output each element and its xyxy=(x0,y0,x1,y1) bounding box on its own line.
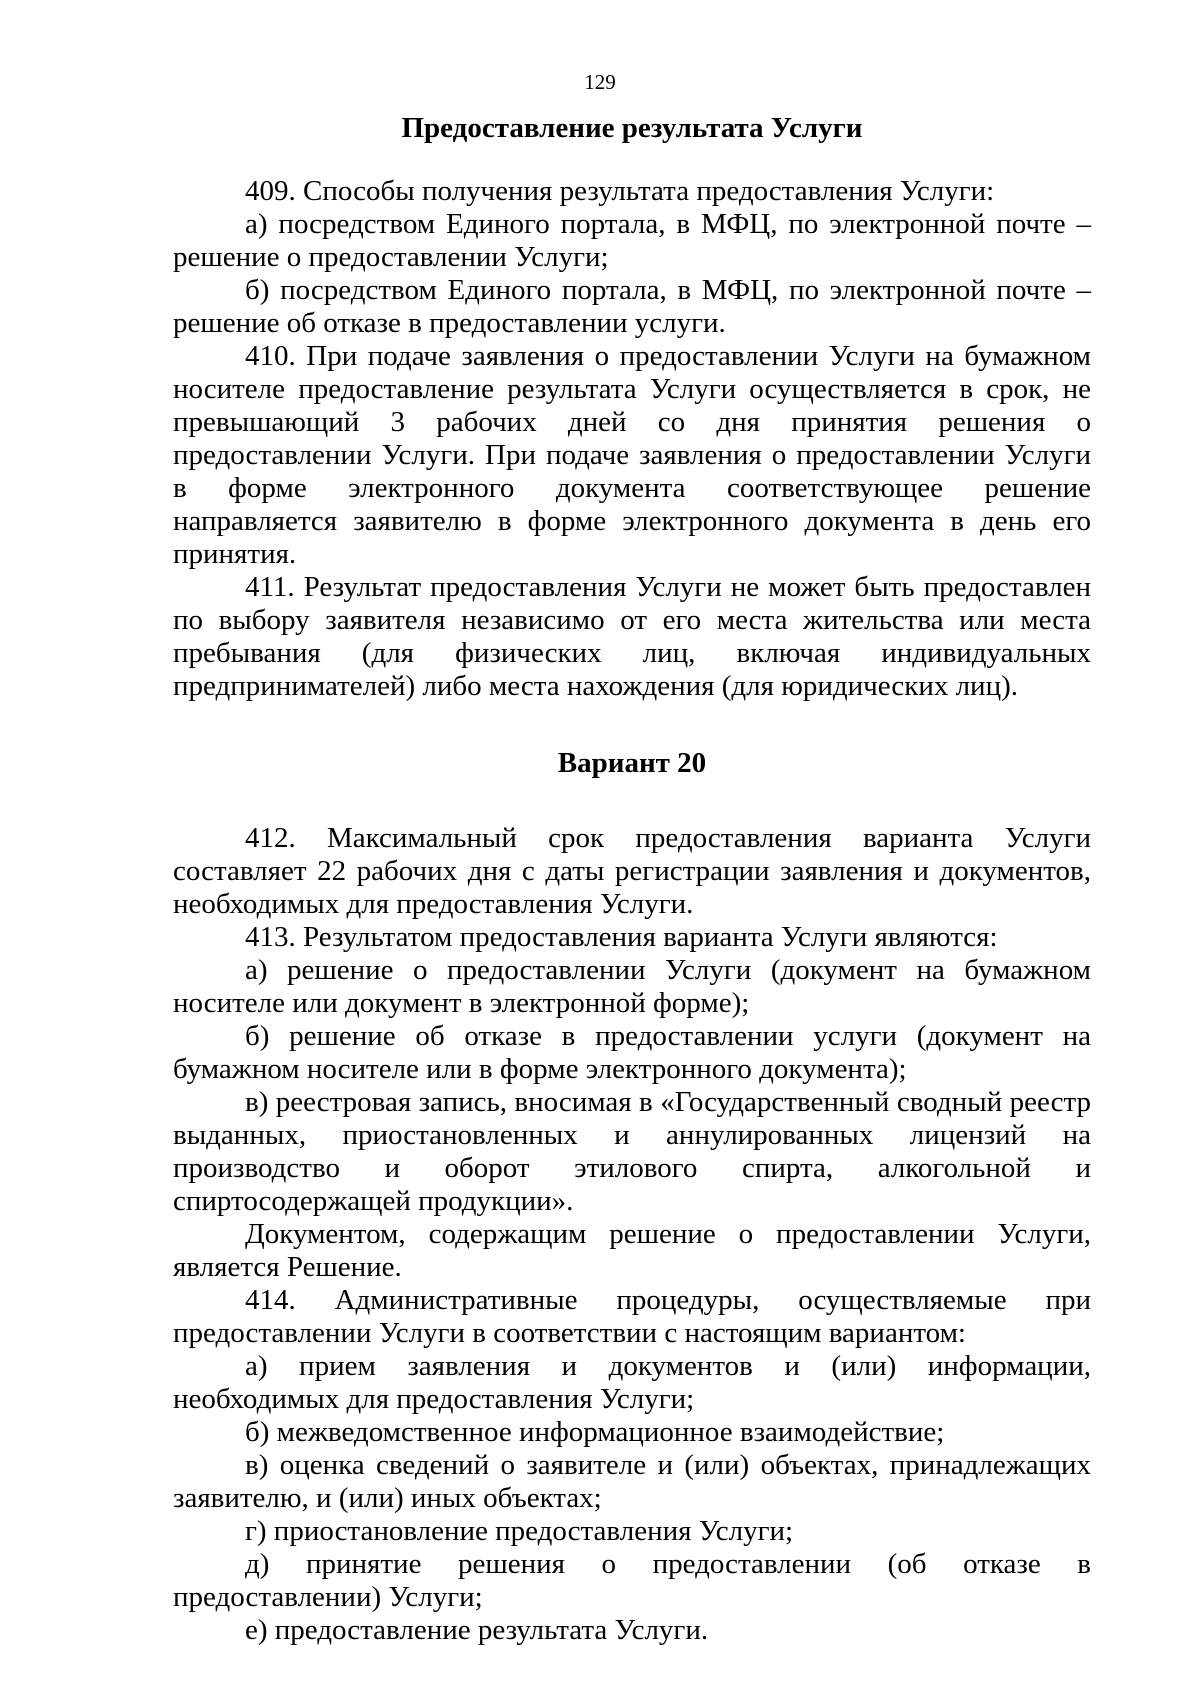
paragraph: г) приостановление предоставления Услуги; xyxy=(245,1515,794,1547)
paragraph: а) посредством Единого портала, в МФЦ, по электронной почте – решение о предоставлении Услуги; xyxy=(173,208,1091,273)
paragraph: 410. При подаче заявления о предоставлении Услуги на бумажном носителе предоставление результата Услуги осуществляется в срок, не превышающий 3 рабочих дней со дня принятия решения о предоставлении Услуги. При подаче заявления о предоставлении Услуги в форме электронного документа соответствующее решение направляется заявителю в форме электронного документа в день его принятия. xyxy=(173,340,1091,570)
paragraph: а) решение о предоставлении Услуги (документ на бумажном носителе или документ в электронной форме); xyxy=(173,954,1091,1019)
paragraph: д) принятие решения о предоставлении (об отказе в предоставлении) Услуги; xyxy=(173,1548,1091,1613)
paragraph: б) решение об отказе в предоставлении услуги (документ на бумажном носителе или в форме электронного документа); xyxy=(173,1020,1091,1085)
paragraph: б) межведомственное информационное взаимодействие; xyxy=(245,1416,945,1448)
paragraph: 411. Результат предоставления Услуги не может быть предоставлен по выбору заявителя независимо от его места жительства или места пребывания (для физических лиц, включая индивидуальных предпринимателей) либо места нахождения (для юридических лиц). xyxy=(173,571,1091,702)
paragraph: в) реестровая запись, вносимая в «Государственный сводный реестр выданных, приостановленных и аннулированных лицензий на производство и оборот этилового спирта, алкогольной и спиртосодержащей продукции». xyxy=(173,1086,1091,1217)
section-result-paragraphs xyxy=(173,175,1091,703)
paragraph: 412. Максимальный срок предоставления варианта Услуги составляет 22 рабочих дня с даты регистрации заявления и документов, необходимых для предоставления Услуги. xyxy=(173,822,1091,920)
paragraph: е) предоставление результата Услуги. xyxy=(245,1614,709,1646)
paragraph: Документом, содержащим решение о предоставлении Услуги, является Решение. xyxy=(173,1218,1091,1283)
document-body xyxy=(173,112,1091,1647)
paragraph: 414. Административные процедуры, осуществляемые при предоставлении Услуги в соответствии с настоящим вариантом: xyxy=(173,1284,1091,1349)
paragraph: 409. Способы получения результата предоставления Услуги: xyxy=(245,175,995,207)
page-number: 129 xyxy=(584,70,616,94)
paragraph: 413. Результатом предоставления варианта Услуги являются: xyxy=(245,921,998,953)
paragraph: в) оценка сведений о заявителе и (или) объектах, принадлежащих заявителю, и (или) иных объектах; xyxy=(173,1449,1091,1514)
section-variant-paragraphs xyxy=(173,822,1091,1647)
paragraph: б) посредством Единого портала, в МФЦ, по электронной почте – решение об отказе в предоставлении услуги. xyxy=(173,274,1091,339)
section-title-result: Предоставление результата Услуги xyxy=(401,112,863,144)
paragraph: а) прием заявления и документов и (или) информации, необходимых для предоставления Услуги; xyxy=(173,1350,1091,1415)
section-title-variant: Вариант 20 xyxy=(557,747,707,779)
